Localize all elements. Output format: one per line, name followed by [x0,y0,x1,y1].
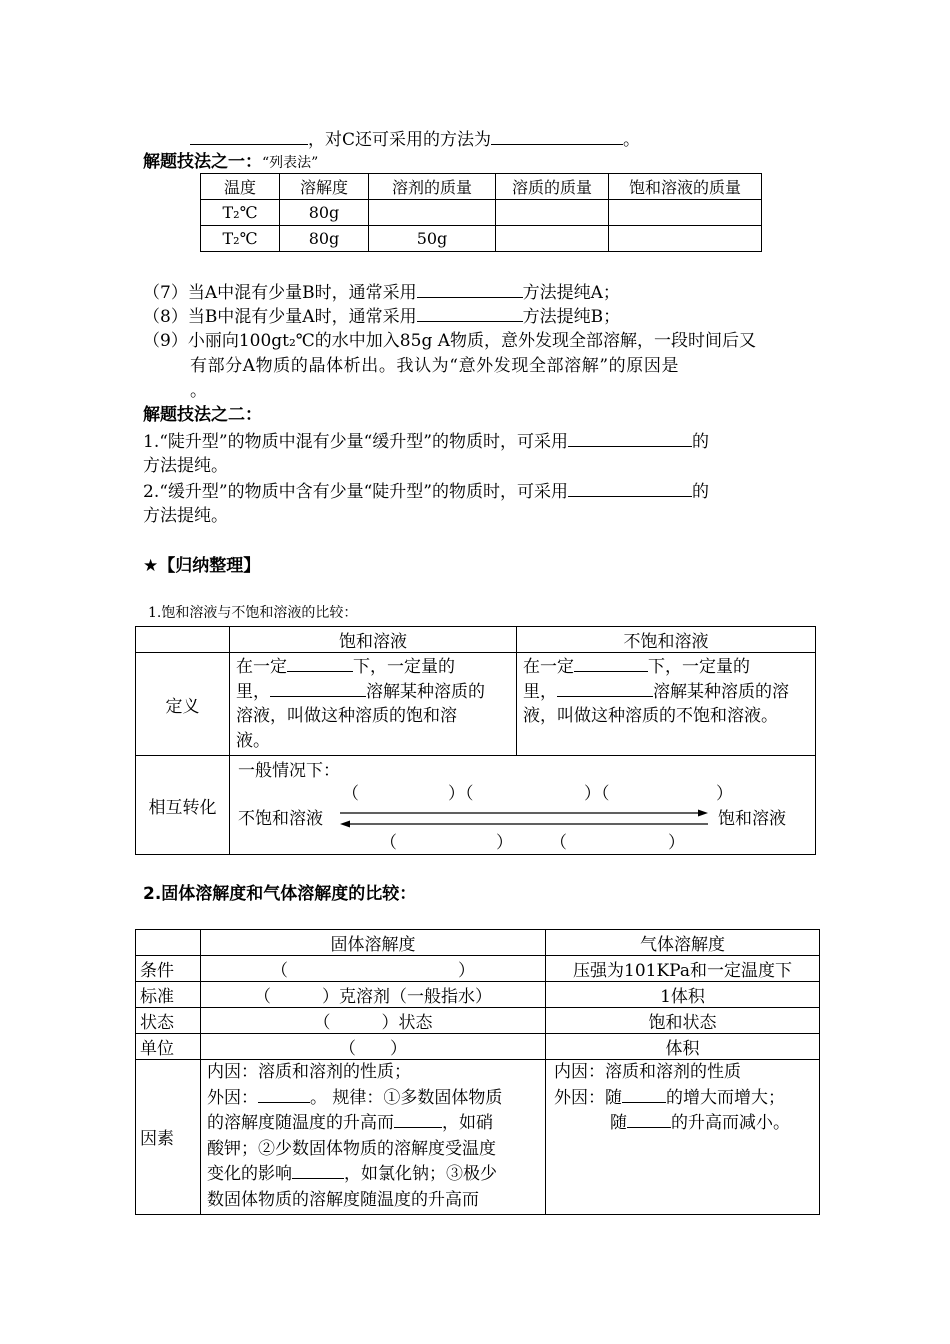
factor-text: 外因： [207,1087,258,1108]
solubility-comparison-table [135,929,820,1215]
item-1-text: 1.“陡升型”的物质中混有少量“缓升型”的物质时，可采用 [143,432,568,452]
top-question-line [190,128,640,151]
item-1-tail: 的 [691,432,709,452]
table-row [136,653,816,756]
answer-blank[interactable] [258,1086,310,1103]
backward-arrow-head [340,821,350,828]
answer-blank[interactable] [557,680,653,697]
factor-text: 。 规律：①多数固体物质 [310,1087,503,1108]
answer-blank[interactable] [417,281,523,298]
table-header-cell: 固体溶解度 [201,930,546,956]
table-header-row [136,930,820,956]
def-text: 溶液，叫做这种溶质的饱和溶 [236,706,457,726]
table-cell: 饱和状态 [546,1008,820,1034]
table-header-cell: 气体溶解度 [546,930,820,956]
row-label-conversion: 相互转化 [136,756,230,855]
def-text: 在一定 [236,657,287,677]
def-text: 液。 [236,730,270,751]
table-header-row [201,174,762,200]
blank-paren[interactable]: ） [496,833,513,853]
table-row [136,982,820,1008]
row-label: 状态 [136,1008,201,1034]
factor-line: 内因：溶质和溶剂的性质 [554,1062,741,1082]
table-header-cell: 溶解度 [280,174,369,200]
item-2-tail: 的 [691,482,709,502]
table-cell: 1体积 [546,982,820,1008]
table-header-cell: 溶质的质量 [496,174,609,200]
answer-blank[interactable] [287,655,353,672]
table-corner-cell [136,930,201,956]
conversion-general: 一般情况下： [238,761,340,781]
factor-text: 随 [610,1113,627,1134]
answer-blank[interactable] [574,655,648,672]
table-cell[interactable]: （ ） [201,956,546,982]
table-row [201,226,762,252]
technique-1-heading [143,151,318,174]
factor-line: 酸钾；②少数固体物质的溶解度受温度 [207,1138,496,1159]
def-text: 在一定 [523,657,574,677]
technique-2-item-1 [143,430,709,453]
answer-blank[interactable] [394,1111,442,1128]
table-cell[interactable] [369,200,496,226]
table-row [136,756,816,855]
answer-blank[interactable] [491,128,623,145]
factor-line [207,1162,539,1188]
table-row [136,1008,820,1034]
table-cell[interactable]: （ ） [201,1034,546,1060]
table-cell: 体积 [546,1034,820,1060]
list-table [200,173,762,252]
table-row [136,1034,820,1060]
factor-text: ，如氯化钠；③极少 [344,1164,497,1185]
factor-text: ，如硝 [442,1113,493,1134]
table-header-cell: 溶剂的质量 [369,174,496,200]
question-8-tail: 方法提纯B； [522,307,621,327]
factor-line [554,1086,811,1112]
technique-2-heading: 解题技法之二： [143,405,262,425]
table-header-cell: 饱和溶液 [230,627,517,653]
factor-text: 的增大而增大； [666,1087,785,1108]
def-text: 里， [523,681,557,702]
table-cell: 50g [369,226,496,252]
question-8-text: （8）当B中混有少量A时，通常采用 [143,307,417,327]
blank-paren[interactable]: ） [716,784,733,804]
answer-blank[interactable] [627,1111,671,1128]
answer-blank[interactable] [417,305,523,322]
unsaturated-definition [517,653,816,756]
saturated-comparison-table [135,626,816,855]
row-label-definition: 定义 [136,653,230,756]
factor-line [554,1111,811,1137]
summary-title: ★【归纳整理】 [143,556,261,576]
factor-line [207,1086,539,1112]
solid-factors [201,1060,546,1215]
row-label: 标准 [136,982,201,1008]
table-cell[interactable] [609,226,762,252]
table-row [136,956,820,982]
top-line-text: ，对C还可采用的方法为 [308,130,492,150]
def-text: 溶解某种溶质的溶 [653,681,789,702]
answer-blank[interactable] [270,680,366,697]
answer-blank[interactable] [190,128,308,145]
question-9-line-2: 有部分A物质的晶体析出。我认为“意外发现全部溶解”的原因是 [190,356,680,376]
blank-paren[interactable]: （ [342,784,359,804]
def-text: 溶解某种溶质的 [366,681,485,702]
forward-arrow-head [698,810,708,817]
blank-paren[interactable]: ） [668,833,685,853]
table-cell: 80g [280,200,369,226]
table-cell: T₂℃ [201,200,280,226]
factor-text: 外因：随 [554,1087,622,1108]
table-row [201,200,762,226]
blank-paren[interactable]: （ [380,833,397,853]
section-1-title: 1.饱和溶液与不饱和溶液的比较： [148,605,358,621]
table-cell[interactable]: （ ）克溶剂（一般指水） [201,982,546,1008]
table-cell: T₂℃ [201,226,280,252]
question-7-text: （7）当A中混有少量B时，通常采用 [143,283,417,303]
conversion-left-label: 不饱和溶液 [238,809,323,829]
factor-line: 内因：溶质和溶剂的性质； [207,1062,411,1082]
table-corner-cell [136,627,230,653]
saturated-definition [230,653,517,756]
def-text: 下，一定量的 [648,657,750,677]
item-2-text: 2.“缓升型”的物质中含有少量“陡升型”的物质时，可采用 [143,482,568,502]
answer-blank[interactable] [568,480,692,497]
conversion-cell [230,756,816,855]
factor-text: 变化的影响 [207,1164,292,1185]
conversion-right-label: 饱和溶液 [718,809,786,829]
table-row [136,1060,820,1215]
answer-blank[interactable] [622,1086,666,1103]
section-2-title: 2.固体溶解度和气体溶解度的比较： [143,884,417,904]
def-text: 下，一定量的 [353,657,455,677]
blank-paren[interactable]: （ [550,833,567,853]
row-label: 条件 [136,956,201,982]
factor-line: 数固体物质的溶解度随温度的升高而 [207,1189,479,1210]
table-header-cell: 不饱和溶液 [517,627,816,653]
question-7-tail: 方法提纯A； [522,283,620,303]
table-header-cell: 饱和溶液的质量 [609,174,762,200]
factor-line [207,1111,539,1137]
gas-factors [546,1060,820,1215]
factor-text: 的溶解度随温度的升高而 [207,1113,394,1134]
table-cell: 80g [280,226,369,252]
row-label-factors: 因素 [136,1060,201,1215]
table-header-row [136,627,816,653]
blank-paren[interactable]: ）（ [448,784,474,804]
question-7 [143,281,620,304]
technique-2-item-2-line-2: 方法提纯。 [143,506,228,526]
def-text: 里， [236,681,270,702]
period: 。 [623,130,641,150]
answer-blank[interactable] [292,1162,344,1179]
table-cell[interactable] [496,226,609,252]
table-cell[interactable]: （ ）状态 [201,1008,546,1034]
technique-1-label: 解题技法之一： [143,152,262,172]
table-cell[interactable] [609,200,762,226]
question-8 [143,305,620,328]
row-label: 单位 [136,1034,201,1060]
blank-paren[interactable]: ）（ [584,784,610,804]
answer-blank[interactable] [568,430,692,447]
technique-1-name: “列表法” [262,155,319,171]
factor-text: 的升高而减小。 [671,1113,790,1134]
table-header-cell: 温度 [201,174,280,200]
table-cell: 压强为101KPa和一定温度下 [546,956,820,982]
conversion-arrows [338,808,710,830]
def-text: 液，叫做这种溶质的不饱和溶液。 [523,706,778,726]
question-9-line-3: 。 [190,381,207,401]
question-9-line-1: （9）小丽向100gt₂℃的水中加入85g A物质，意外发现全部溶解，一段时间后又 [143,331,757,351]
technique-2-item-1-line-2: 方法提纯。 [143,456,228,476]
table-cell[interactable] [496,200,609,226]
technique-2-item-2 [143,480,709,503]
